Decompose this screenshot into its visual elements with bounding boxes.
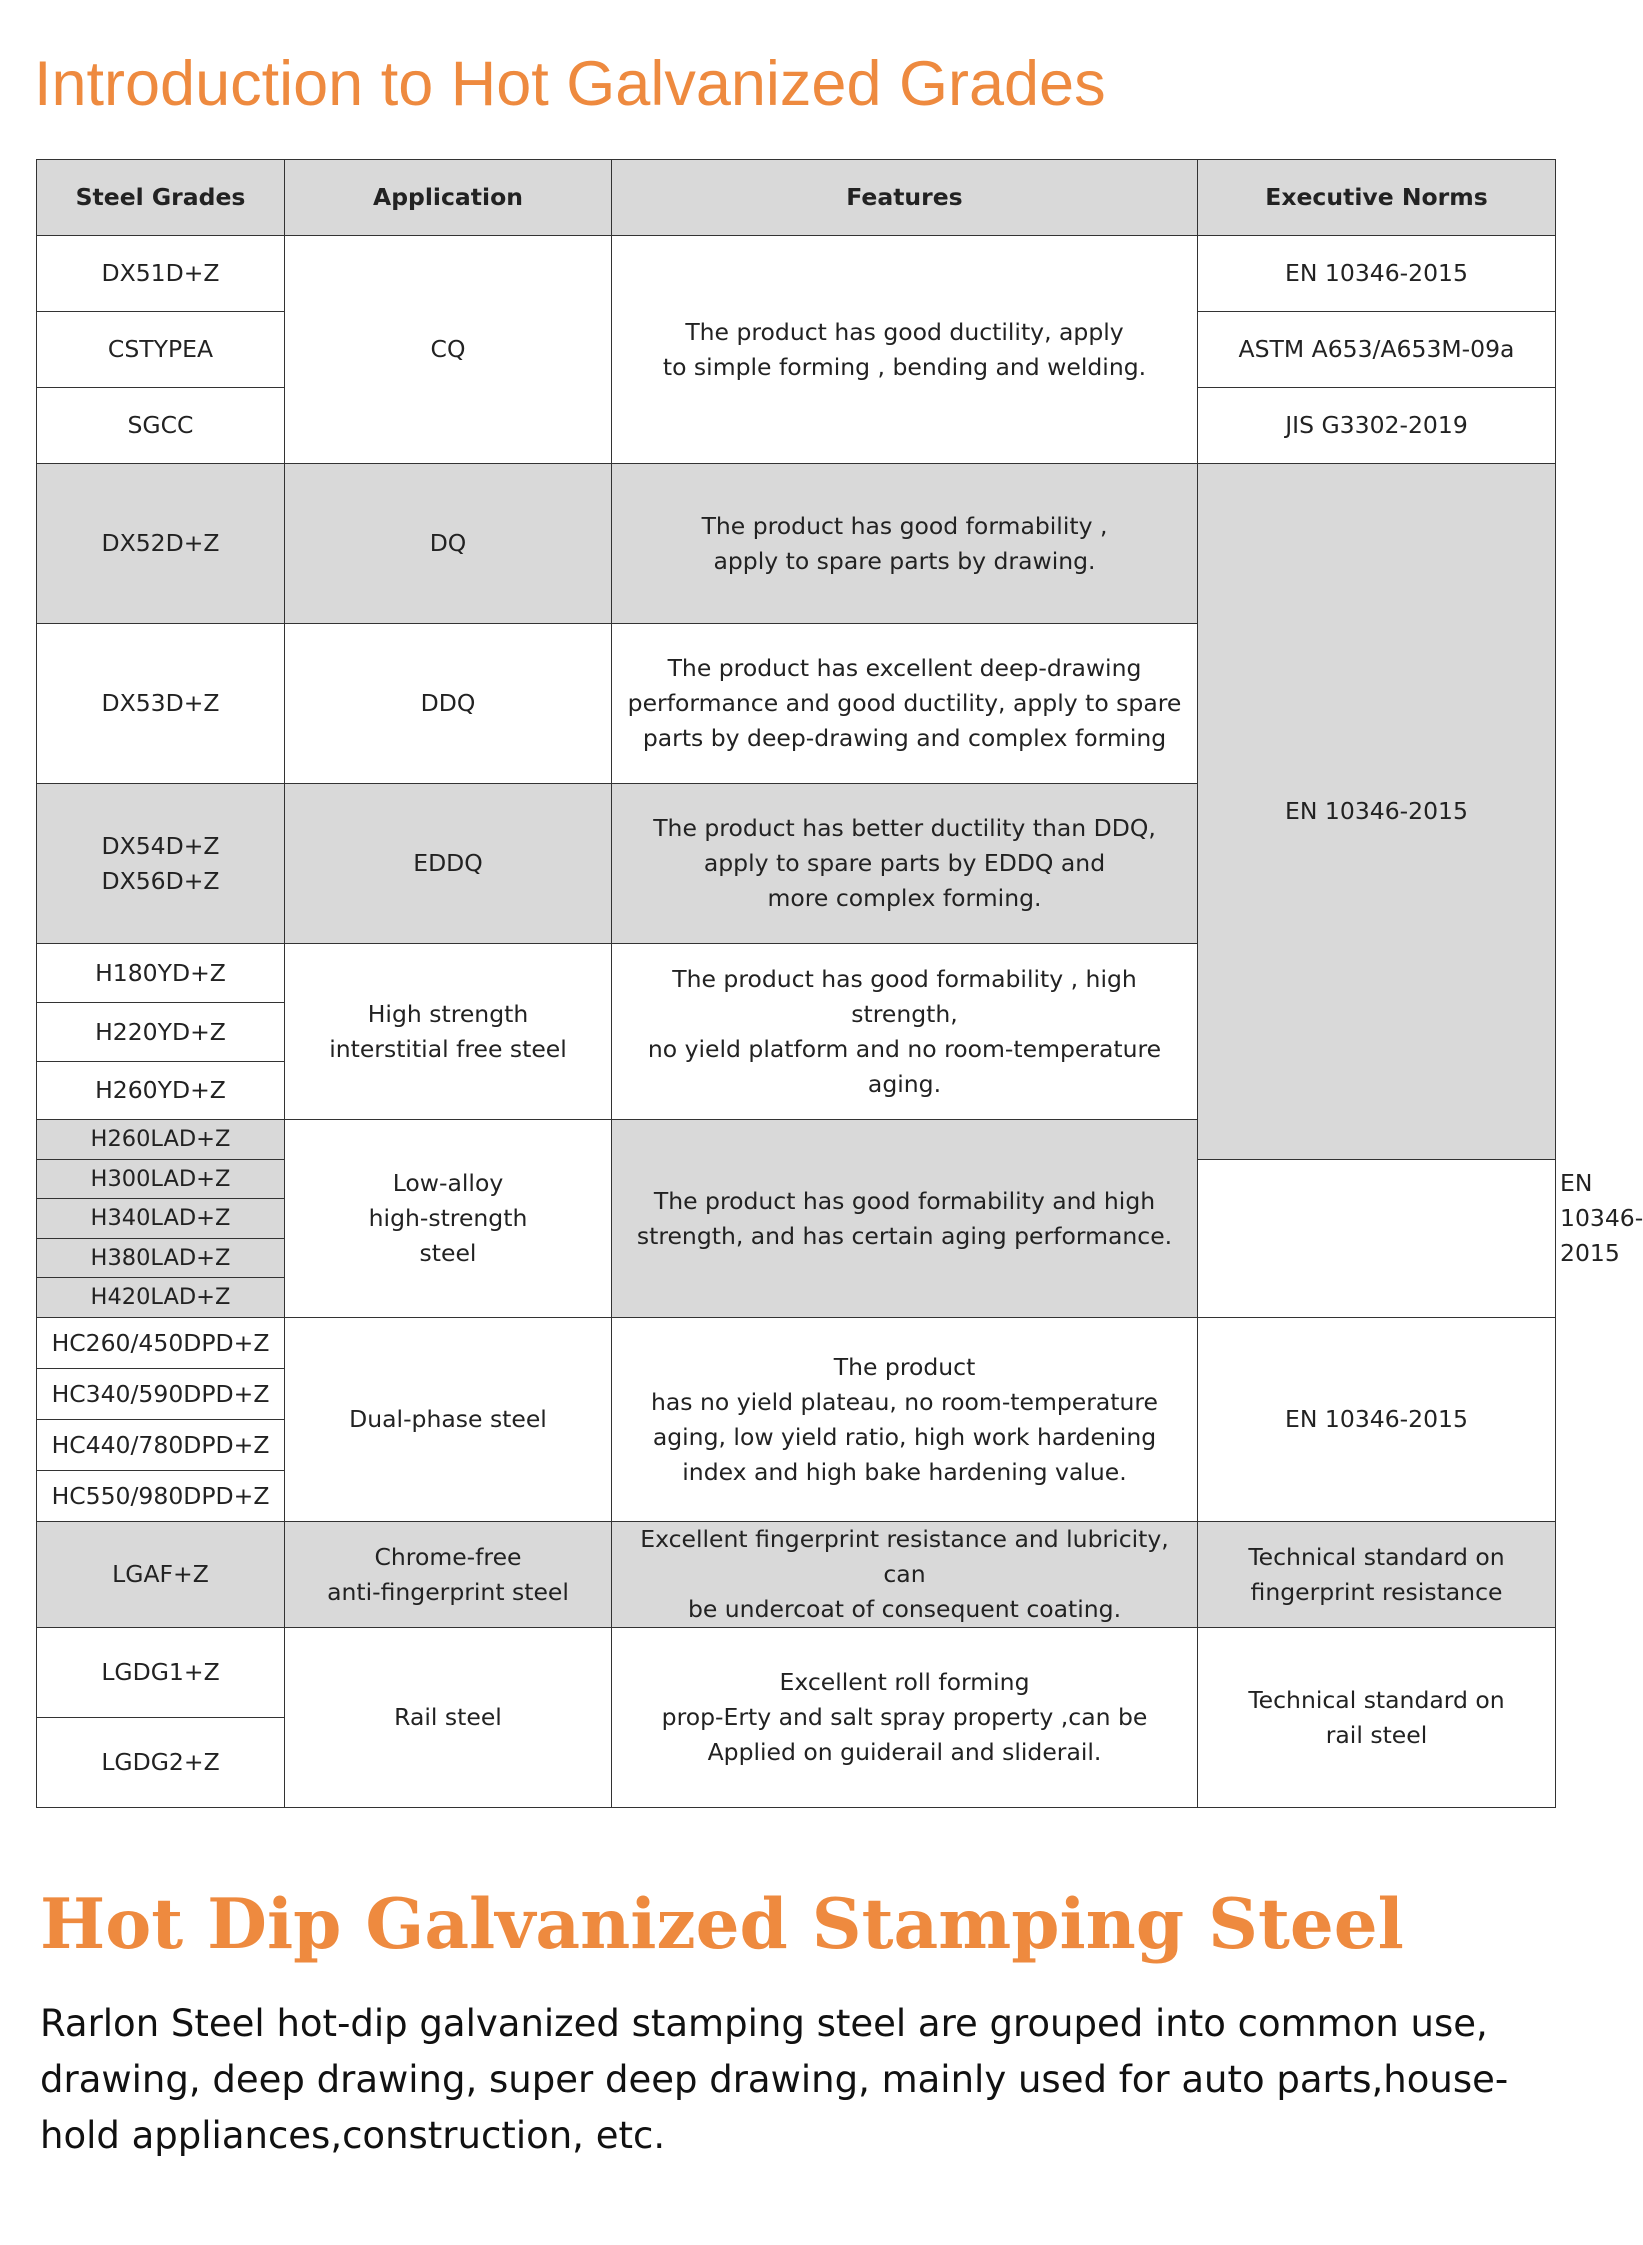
features-cell: Excellent roll forming prop-Erty and salt spray property ,can be Applied on guiderail and sliderail. — [612, 1628, 1198, 1808]
grade-cell: H180YD+Z — [37, 944, 285, 1003]
section-paragraph: Rarlon Steel hot-dip galvanized stamping steel are grouped into common use, drawing, deep drawing, super deep drawing, mainly used for auto parts,house-hold appliances,construction, etc. — [40, 2002, 1509, 2157]
grade-cell: LGDG1+Z — [37, 1628, 285, 1718]
grade-cell: H340LAD+Z — [37, 1199, 285, 1239]
application-cell: EDDQ — [285, 784, 612, 944]
grade-cell: HC260/450DPD+Z — [37, 1318, 285, 1369]
norms-cell: EN 10346-2015 — [1198, 1318, 1556, 1522]
features-cell: The product has good formability , apply to spare parts by drawing. — [612, 464, 1198, 624]
grade-cell: LGDG2+Z — [37, 1718, 285, 1808]
norms-cell: EN 10346-2015 — [1198, 236, 1556, 312]
grade-cell: DX54D+Z DX56D+Z — [37, 784, 285, 944]
table-row — [37, 1318, 1556, 1369]
table-row — [37, 236, 1556, 312]
grade-cell: SGCC — [37, 388, 285, 464]
norms-cell: ASTM A653/A653M-09a — [1198, 312, 1556, 388]
grade-cell: H260LAD+Z — [37, 1120, 285, 1160]
features-cell: The product has good formability and high strength, and has certain aging performance. — [612, 1120, 1198, 1318]
grades-table — [36, 159, 1643, 1808]
application-cell: CQ — [285, 236, 612, 464]
table-row — [37, 464, 1556, 624]
header-executive-norms: Executive Norms — [1198, 160, 1556, 236]
application-cell: High strength interstitial free steel — [285, 944, 612, 1120]
header-application: Application — [285, 160, 612, 236]
features-cell: Excellent fingerprint resistance and lubricity, can be undercoat of consequent coating. — [612, 1522, 1198, 1628]
application-cell: Dual-phase steel — [285, 1318, 612, 1522]
header-steel-grades: Steel Grades — [37, 160, 285, 236]
page-title: Introduction to Hot Galvanized Grades — [34, 49, 1106, 119]
norms-cell: EN 10346-2015 — [1198, 464, 1556, 1160]
norms-cell: Technical standard on fingerprint resistance — [1198, 1522, 1556, 1628]
grade-cell: DX53D+Z — [37, 624, 285, 784]
features-cell: The product has good ductility, apply to simple forming , bending and welding. — [612, 236, 1198, 464]
grade-cell: H380LAD+Z — [37, 1239, 285, 1278]
norms-cell: Technical standard on rail steel — [1198, 1628, 1556, 1808]
table-row: H260LAD+Z Low-alloy high-strength steel The product has good formability and high strength, and has certain aging performance. EN 10346-2015 — [37, 1120, 1556, 1160]
grade-cell: LGAF+Z — [37, 1522, 285, 1628]
grade-cell: HC440/780DPD+Z — [37, 1420, 285, 1471]
grade-cell: H260YD+Z — [37, 1062, 285, 1120]
grade-cell: H420LAD+Z — [37, 1278, 285, 1318]
grade-cell: H300LAD+Z — [37, 1160, 285, 1199]
features-cell: The product has good formability , high strength, no yield platform and no room-temperature aging. — [612, 944, 1198, 1120]
grade-cell: DX52D+Z — [37, 464, 285, 624]
norms-cell: JIS G3302-2019 — [1198, 388, 1556, 464]
table-row — [37, 1522, 1556, 1628]
features-cell: The product has better ductility than DDQ, apply to spare parts by EDDQ and more complex forming. — [612, 784, 1198, 944]
features-cell: The product has excellent deep-drawing performance and good ductility, apply to spare parts by deep-drawing and complex forming — [612, 624, 1198, 784]
grade-cell: DX51D+Z — [37, 236, 285, 312]
application-cell: DQ — [285, 464, 612, 624]
grade-cell: CSTYPEA — [37, 312, 285, 388]
section-title: Hot Dip Galvanized Stamping Steel — [40, 1884, 1404, 1965]
grade-cell: HC340/590DPD+Z — [37, 1369, 285, 1420]
table-header-row — [37, 160, 1556, 236]
grade-cell: H220YD+Z — [37, 1003, 285, 1062]
application-cell: Chrome-free anti-fingerprint steel — [285, 1522, 612, 1628]
application-cell: Low-alloy high-strength steel — [285, 1120, 612, 1318]
features-cell: The product has no yield plateau, no room-temperature aging, low yield ratio, high work hardening index and high bake hardening value. — [612, 1318, 1198, 1522]
grade-cell: HC550/980DPD+Z — [37, 1471, 285, 1522]
application-cell: Rail steel — [285, 1628, 612, 1808]
application-cell: DDQ — [285, 624, 612, 784]
table-row — [37, 1628, 1556, 1718]
header-features: Features — [612, 160, 1198, 236]
